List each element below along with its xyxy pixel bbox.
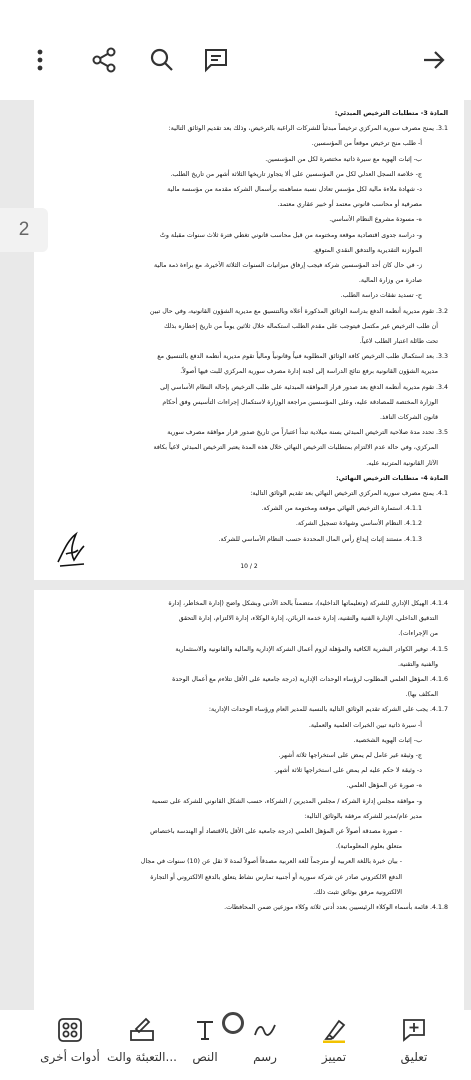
- more-tools-icon: [55, 1016, 85, 1044]
- text-line: ز- في حال كان أحد المؤسسين شركة فيجب إرفاق ميزانيات السنوات الثلاثة الأخيرة، مع براءة ذمة مالية: [153, 262, 422, 270]
- tool-text[interactable]: النص: [180, 1010, 230, 1080]
- text-line: - بيان خبرة باللغة العربية أو مترجماً للغة العربية مصدقاً أصولاً لمدة لا تقل عن (10) سنوات في مجال: [140, 858, 402, 866]
- text-line: و- موافقة مجلس إدارة الشركة / مجلس المديرين / الشركاء، حسب الشكل القانوني للشركة على تسمية: [151, 797, 422, 805]
- text-line: الوزارة المختصة للمصادقة عليه، وعلى المؤسسين مراجعة الوزارة لاستكمال إجراءات التأسيس وفق أحكام: [162, 398, 438, 406]
- text-line: مديرية الشؤون القانونية برفع نتائج الدراسة إلى لجنة إدارة مصرف سورية المركزي للبت فيها أصولاً.: [180, 368, 438, 376]
- text-line: 4.1.3. مستند إثبات إيداع رأس المال المحددة حسب النظام الأساسي للشركة.: [218, 535, 422, 543]
- share-icon[interactable]: [84, 40, 124, 80]
- fill-sign-icon: [127, 1016, 157, 1044]
- text-line: - صورة مصدقة أصولاً عن المؤهل العلمي (درجة جامعية على الأقل بالاقتصاد أو الهندسة باختصاص: [150, 828, 402, 836]
- highlighter-icon: [319, 1016, 349, 1044]
- text-line: 3.1. يمنح مصرف سورية المركزي ترخيصاً مبدئياً للشركات الراغبة بالترخيص، وذلك بعد تقديم الوثائق التالية:: [168, 125, 448, 133]
- text-line: 4.1.6. المؤهل العلمي المطلوب لرؤساء الوحدات الإدارية (درجة جامعية على الأقل تتلاءم مع أعمال الوحدة: [172, 676, 448, 684]
- text-line: أ- سيرة ذاتية تبين الخبرات العلمية والعملية.: [308, 721, 422, 729]
- more-vert-icon[interactable]: [20, 40, 60, 80]
- text-line: الموازنة التقديرية والتدفق النقدي المتوقع.: [313, 246, 422, 254]
- text-line: 4.1.2. النظام الأساسي وشهادة تسجيل الشركة.: [295, 520, 422, 528]
- text-line: د- شهادة ملاءة مالية لكل مؤسس تعادل نسبة مساهمته برأسمال الشركة مقدمة من مؤسسة مالية: [167, 186, 422, 194]
- arrow-forward-icon[interactable]: [414, 40, 454, 80]
- pdf-page-3: [34, 590, 464, 1010]
- text-line: أن طلب الترخيص غير مكتمل فيتوجب على مقدم الطلب استكماله خلال ثلاثين يوماً من تاريخ إخطاره بذلك: [164, 322, 438, 330]
- comment-icon[interactable]: [196, 40, 236, 80]
- text-line: الالكترونية مرفق بوثائق تثبت ذلك.: [313, 888, 402, 896]
- search-icon[interactable]: [142, 40, 182, 80]
- pdf-viewer[interactable]: [0, 100, 471, 1010]
- text-line: 3.3. بعد استكمال طلب الترخيص كافة الوثائق المطلوبة فنياً وقانونياً ومالياً تقوم مديرية أنظمة الدفع بالتنسيق مع: [157, 353, 448, 361]
- text-line: قانون الشركات النافذ.: [380, 414, 438, 422]
- text-line: ج- خلاصة السجل العدلي لكل من المؤسسين على ألا يتجاوز تاريخها الثلاثة أشهر من تاريخ الطلب.: [170, 170, 422, 178]
- text-line: مدير عام/مدير للشركة مرفقة بالوثائق التالية:: [304, 812, 422, 820]
- text-line: التدقيق الداخلي، الإدارة الفنية والتقنية، إدارة خدمة الزبائن، إدارة الوكلاء، إدارة الالتزام، إدارة التحقق: [178, 615, 438, 623]
- text-line: ه- مسودة مشروع النظام الأساسي.: [329, 216, 422, 224]
- text-line: المركزي، وفي حالة عدم الالتزام بمتطلبات الترخيص النهائي خلال هذه المدة يعتبر الترخيص المبدئي لاغياً بكافة: [153, 444, 438, 452]
- text-line: تحت طائلة اعتبار الطلب لاغياً.: [359, 338, 438, 346]
- text-line: و- دراسة جدوى اقتصادية موقعة ومختومة من قبل محاسب قانوني تغطي فترة ثلاث سنوات مقبلة وتُ: [159, 231, 422, 239]
- text-line: 3.2. تقوم مديرية أنظمة الدفع بدراسة الوثائق المذكورة أعلاه وبالتنسيق مع مديرية الشؤون القانونية، وفي حال تبين: [149, 307, 448, 315]
- tool-more[interactable]: أدوات أخرى: [34, 1010, 106, 1080]
- text-line: 4.1.4. الهيكل الإداري للشركة (وتعليماتها الداخلية)، متضمناً بالحد الأدنى وبشكل واضح (إدارة المخاطر، إدارة: [168, 600, 448, 607]
- text-line: من الإجراءات).: [398, 630, 438, 638]
- text-line: 3.5. تحدد مدة صلاحية الترخيص المبدئي بسنة ميلادية تبدأ اعتباراً من تاريخ صدور قرار موافقة مصرف سورية: [167, 429, 448, 437]
- text-icon: [190, 1016, 220, 1044]
- text-line: 4.1.5. توفير الكوادر البشرية الكافية والمؤهلة لزوم أعمال الشركة الإدارية والمالية والقانونية والاستثمارية: [175, 645, 448, 653]
- text-line: المادة 4- متطلبات الترخيص النهائي:: [336, 474, 448, 482]
- text-line: مصرفية أو محاسب قانوني معتمد أو خبير عقاري معتمد.: [277, 201, 422, 209]
- text-line: د- وثيقة لا حكم عليه لم يمض على استخراجها ثلاثة أشهر.: [274, 767, 422, 775]
- text-line: ج- وثيقة غير عامل لم يمض على استخراجها ثلاثة أشهر.: [278, 752, 422, 760]
- page-indicator[interactable]: 2: [0, 208, 48, 252]
- text-line: 3.4. تقوم مديرية أنظمة الدفع بعد صدور قرار الموافقة المبدئية على طلب الترخيص بإحالة النظام الأساسي إلى: [160, 383, 448, 391]
- page-text-body: [34, 100, 464, 547]
- text-line: المادة 3- متطلبات الترخيص المبدئي:: [334, 110, 448, 117]
- bottom-toolbar: [0, 1010, 471, 1080]
- text-line: ب- إثبات الهوية مع سيرة ذاتية مختصرة لكل من المؤسسين.: [265, 155, 422, 163]
- tool-draw[interactable]: رسم: [238, 1010, 292, 1080]
- loading-indicator: [222, 1012, 244, 1034]
- text-line: أ- طلب منح ترخيص موقعاً من المؤسسين.: [311, 140, 422, 148]
- pdf-page-2: [34, 100, 464, 580]
- text-line: الآثار القانونية المترتبة عليه.: [366, 459, 438, 467]
- add-comment-icon: [399, 1016, 429, 1044]
- draw-icon: [250, 1016, 280, 1044]
- text-line: ح- تسديد نفقات دراسة الطلب.: [340, 292, 422, 300]
- top-toolbar: [0, 0, 471, 100]
- text-line: 4.1.8. قائمة بأسماء الوكلاء الرئيسيين بعدد أدنى ثلاثة وكلاء موزعين ضمن المحافظات.: [224, 904, 448, 912]
- tool-comment[interactable]: تعليق: [384, 1010, 444, 1080]
- text-line: والفنية والتقنية.: [397, 660, 438, 668]
- page-number: 10 / 2: [240, 563, 258, 570]
- text-line: المكلف بها).: [405, 691, 438, 699]
- page-text-body: [34, 590, 464, 915]
- text-line: ب- إثبات الهوية الشخصية.: [353, 736, 422, 744]
- tool-highlight[interactable]: تمييز: [304, 1010, 364, 1080]
- text-line: 4.1.1. استمارة الترخيص النهائي موقعة ومختومة من الشركة.: [261, 505, 422, 513]
- text-line: الدفع الالكتروني صادر عن شركة سورية أو أجنبية تمارس نشاط يتعلق بالدفع الالكتروني أو التجارة: [150, 873, 402, 881]
- text-line: متعلق بعلوم المعلوماتية).: [335, 843, 402, 851]
- text-line: 4.1. يمنح مصرف سورية المركزي الترخيص النهائي بعد تقديم الوثائق التالية:: [250, 490, 448, 498]
- text-line: 4.1.7. يجب على الشركة تقديم الوثائق التالية بالنسبة للمدير العام ورؤساء الوحدات الإدارية:: [208, 706, 448, 714]
- text-line: ه- صورة عن المؤهل العلمي.: [346, 782, 422, 790]
- tool-fill-sign[interactable]: التعبئة والت...: [100, 1010, 184, 1080]
- text-line: صادرة من وزارة المالية.: [358, 277, 422, 285]
